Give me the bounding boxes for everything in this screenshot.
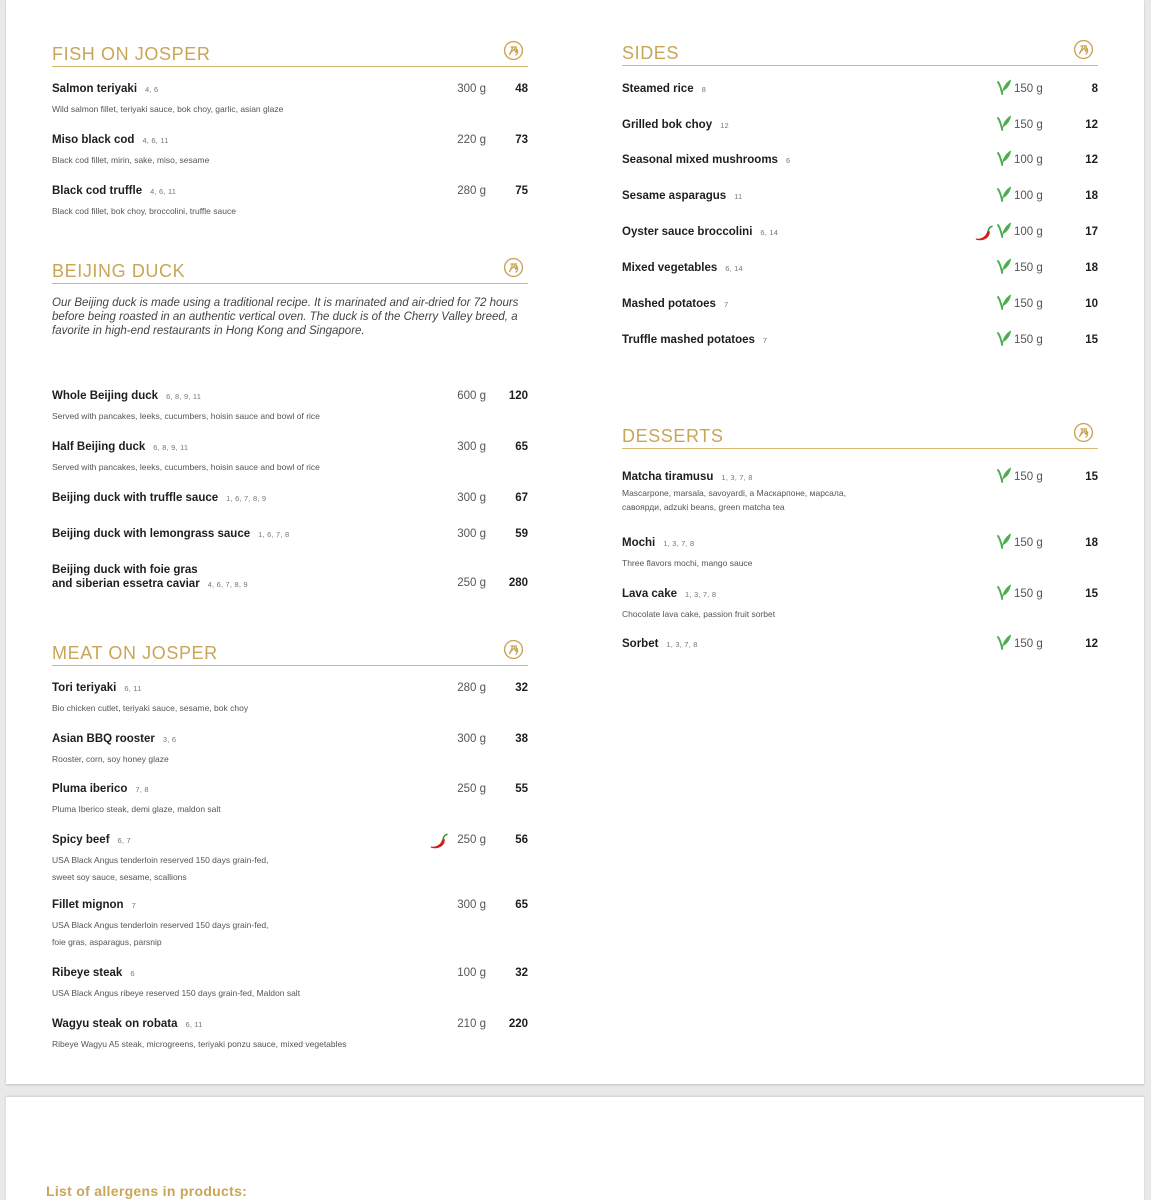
- item-description: Bio chicken cutlet, teriyaki sauce, sesame, bok choy: [52, 703, 249, 713]
- item-weight: 300 g: [457, 733, 486, 745]
- item-weight: 100 g: [457, 967, 486, 979]
- item-price: 18: [1085, 190, 1098, 202]
- item-allergens: 6: [785, 156, 791, 165]
- item-name: Truffle mashed potatoes: [622, 334, 755, 346]
- item-price: 67: [515, 492, 528, 504]
- item-allergens: 6, 11: [185, 1020, 203, 1029]
- item-description-line2: sweet soy sauce, sesame, scallions: [52, 872, 187, 882]
- leaf-icon: [996, 583, 1012, 601]
- item-name: Fillet mignon: [52, 899, 124, 911]
- item-allergens: 6, 7: [117, 836, 131, 845]
- item-name-line2: and siberian essetra caviar: [52, 578, 200, 590]
- item-allergens: 1, 3, 7, 8: [666, 640, 698, 649]
- item-name: Black cod truffle: [52, 185, 143, 197]
- item-name: Tori teriyaki: [52, 682, 117, 694]
- item-weight: 300 g: [457, 492, 486, 504]
- item-description: Black cod fillet, bok choy, broccolini, truffle sauce: [52, 206, 236, 216]
- item-name: Wagyu steak on robata: [52, 1018, 178, 1030]
- section-title: MEAT ON JOSPER: [52, 643, 218, 663]
- item-name: Beijing duck with truffle sauce: [52, 492, 219, 504]
- item-name: Sesame asparagus: [622, 190, 727, 202]
- item-name: Matcha tiramusu: [622, 471, 714, 483]
- item-name: Mochi: [622, 537, 656, 549]
- item-price: 75: [515, 185, 528, 197]
- item-allergens: 3, 6: [162, 735, 177, 744]
- item-price: 12: [1085, 154, 1098, 166]
- item-weight: 250 g: [457, 834, 486, 846]
- section-desserts: [622, 423, 1098, 449]
- item-name: Lava cake: [622, 588, 677, 600]
- item-weight: 100 g: [1014, 226, 1043, 238]
- leaf-icon: [996, 633, 1012, 651]
- item-name: Ribeye steak: [52, 967, 123, 979]
- item-allergens: 6, 8, 9, 11: [153, 443, 189, 452]
- leaf-icon: [996, 114, 1012, 132]
- leaf-icon: [996, 221, 1012, 239]
- item-name: Grilled bok choy: [622, 119, 713, 131]
- item-allergens: 7: [131, 901, 136, 910]
- leaf-icon: [996, 78, 1012, 96]
- item-weight: 150 g: [1014, 119, 1043, 131]
- item-price: 8: [1091, 83, 1098, 95]
- item-allergens: 11: [734, 192, 743, 201]
- leaf-icon: [996, 532, 1012, 550]
- item-price: 18: [1085, 262, 1098, 274]
- item-price: 38: [515, 733, 528, 745]
- item-description-line1: USA Black Angus tenderloin reserved 150 days grain-fed,: [52, 855, 269, 865]
- item-price: 12: [1085, 638, 1098, 650]
- item-weight: 250 g: [457, 577, 486, 589]
- item-name: Seasonal mixed mushrooms: [622, 154, 778, 166]
- section-fish: [52, 41, 528, 67]
- item-allergens: 7, 8: [135, 785, 149, 794]
- section-header: [52, 41, 528, 67]
- item-description-line2: foie gras, asparagus, parsnip: [52, 937, 162, 947]
- item-weight: 150 g: [1014, 83, 1043, 95]
- section-beijing-duck: [52, 258, 528, 284]
- section-title: DESSERTS: [622, 426, 724, 446]
- item-allergens: 6, 14: [725, 264, 743, 273]
- item-allergens: 1, 3, 7, 8: [721, 473, 753, 482]
- item-price: 48: [515, 83, 528, 95]
- item-name: Salmon teriyaki: [52, 83, 138, 95]
- section-header: [622, 423, 1098, 449]
- josper-flame-icon: [503, 40, 524, 61]
- item-price: 12: [1085, 119, 1098, 131]
- section-header: [52, 640, 528, 666]
- allergens-list-title: List of allergens in products:: [46, 1183, 248, 1199]
- item-description: Black cod fillet, mirin, sake, miso, sesame: [52, 155, 210, 165]
- item-name: Sorbet: [622, 638, 659, 650]
- section-title: FISH ON JOSPER: [52, 44, 211, 64]
- item-name: Asian BBQ rooster: [52, 733, 155, 745]
- item-description-line1: Mascarpone, marsala, savoyardi, a Маскарпоне, марсала,: [622, 488, 846, 498]
- section-title: SIDES: [622, 43, 680, 63]
- item-description: Served with pancakes, leeks, cucumbers, hoisin sauce and bowl of rice: [52, 462, 320, 472]
- item-price: 15: [1085, 471, 1098, 483]
- item-price: 59: [515, 528, 528, 540]
- item-weight: 300 g: [457, 899, 486, 911]
- item-description: Wild salmon fillet, teriyaki sauce, bok choy, garlic, asian glaze: [52, 104, 284, 114]
- josper-flame-icon: [503, 257, 524, 278]
- item-name: Mashed potatoes: [622, 298, 716, 310]
- item-description-line2: савоярди, adzuki beans, green matcha tea: [622, 502, 785, 512]
- item-weight: 300 g: [457, 528, 486, 540]
- item-allergens: 6, 11: [124, 684, 142, 693]
- item-weight: 150 g: [1014, 537, 1043, 549]
- item-description: Ribeye Wagyu A5 steak, microgreens, teriyaki ponzu sauce, mixed vegetables: [52, 1039, 347, 1049]
- chili-pepper-icon: [974, 224, 994, 242]
- item-name: Oyster sauce broccolini: [622, 226, 753, 238]
- item-allergens: 4, 6, 11: [150, 187, 177, 196]
- item-allergens: 8: [701, 85, 706, 94]
- item-weight: 300 g: [457, 83, 486, 95]
- item-weight: 150 g: [1014, 334, 1043, 346]
- item-description: Chocolate lava cake, passion fruit sorbet: [622, 609, 776, 619]
- item-price: 220: [508, 1018, 528, 1030]
- section-header: [52, 258, 528, 284]
- item-weight: 220 g: [457, 134, 486, 146]
- section-title: BEIJING DUCK: [52, 261, 186, 281]
- item-allergens: 7: [723, 300, 729, 309]
- item-name: Spicy beef: [52, 834, 110, 846]
- item-description: Three flavors mochi, mango sauce: [622, 558, 753, 568]
- item-price: 73: [515, 134, 528, 146]
- item-weight: 150 g: [1014, 298, 1043, 310]
- item-price: 10: [1085, 298, 1098, 310]
- item-allergens: 1, 3, 7, 8: [685, 590, 717, 599]
- item-weight: 150 g: [1014, 262, 1043, 274]
- item-name-line1: Beijing duck with foie gras: [52, 564, 198, 576]
- allergens-page: [6, 1097, 1144, 1200]
- josper-flame-icon: [1073, 39, 1094, 60]
- josper-flame-icon: [1073, 422, 1094, 443]
- item-allergens: 6, 8, 9, 11: [166, 392, 202, 401]
- chili-pepper-icon: [429, 832, 449, 850]
- item-weight: 150 g: [1014, 588, 1043, 600]
- item-name: Mixed vegetables: [622, 262, 718, 274]
- item-description: USA Black Angus ribeye reserved 150 days grain-fed, Maldon salt: [52, 988, 301, 998]
- item-price: 18: [1085, 537, 1098, 549]
- item-weight: 280 g: [457, 185, 486, 197]
- item-allergens: 6, 14: [760, 228, 779, 237]
- item-price: 280: [508, 577, 528, 589]
- leaf-icon: [996, 185, 1012, 203]
- item-price: 56: [515, 834, 528, 846]
- item-weight: 280 g: [457, 682, 486, 694]
- item-weight: 250 g: [457, 783, 486, 795]
- item-allergens: 4, 6: [145, 85, 159, 94]
- item-price: 32: [515, 682, 528, 694]
- josper-flame-icon: [503, 639, 524, 660]
- item-description: Served with pancakes, leeks, cucumbers, hoisin sauce and bowl of rice: [52, 411, 320, 421]
- item-allergens: 4, 6, 7, 8, 9: [207, 580, 248, 589]
- item-weight: 210 g: [457, 1018, 486, 1030]
- item-weight: 100 g: [1014, 190, 1043, 202]
- item-price: 32: [515, 967, 528, 979]
- item-weight: 300 g: [457, 441, 486, 453]
- item-price: 65: [515, 441, 528, 453]
- item-price: 15: [1085, 334, 1098, 346]
- item-name: Pluma iberico: [52, 783, 128, 795]
- item-name: Steamed rice: [622, 83, 694, 95]
- item-name: Whole Beijing duck: [52, 390, 159, 402]
- item-price: 55: [515, 783, 528, 795]
- item-allergens: 12: [720, 121, 729, 130]
- section-meat: [52, 640, 528, 666]
- leaf-icon: [996, 293, 1012, 311]
- item-allergens: 1, 3, 7, 8: [663, 539, 695, 548]
- item-price: 15: [1085, 588, 1098, 600]
- item-description: Rooster, corn, soy honey glaze: [52, 754, 169, 764]
- item-price: 65: [515, 899, 528, 911]
- item-allergens: 7: [762, 336, 768, 345]
- item-weight: 150 g: [1014, 471, 1043, 483]
- item-description: Pluma Iberico steak, demi glaze, maldon salt: [52, 804, 221, 814]
- item-price: 120: [508, 390, 528, 402]
- leaf-icon: [996, 149, 1012, 167]
- duck-intro-text: Our Beijing duck is made using a traditional recipe. It is marinated and air-dried for 72 hours before being roasted in an authentic vertical oven. The duck is of the Cherry Valley breed, a favorite in high-end restaurants in Hong Kong and Singapore.: [52, 297, 519, 337]
- section-header: [622, 40, 1098, 66]
- item-description-line1: USA Black Angus tenderloin reserved 150 days grain-fed,: [52, 920, 269, 930]
- item-allergens: 1, 6, 7, 8, 9: [226, 494, 267, 503]
- item-price: 17: [1085, 226, 1098, 238]
- menu-page: [6, 0, 1144, 1084]
- item-allergens: 4, 6, 11: [142, 136, 169, 145]
- item-name: Half Beijing duck: [52, 441, 146, 453]
- leaf-icon: [996, 329, 1012, 347]
- item-weight: 100 g: [1014, 154, 1043, 166]
- leaf-icon: [996, 257, 1012, 275]
- item-allergens: 6: [130, 969, 135, 978]
- item-weight: 600 g: [457, 390, 486, 402]
- leaf-icon: [996, 466, 1012, 484]
- item-weight: 150 g: [1014, 638, 1043, 650]
- item-allergens: 1, 6, 7, 8: [258, 530, 290, 539]
- section-sides: [622, 40, 1098, 66]
- item-name: Miso black cod: [52, 134, 135, 146]
- item-name: Beijing duck with lemongrass sauce: [52, 528, 251, 540]
